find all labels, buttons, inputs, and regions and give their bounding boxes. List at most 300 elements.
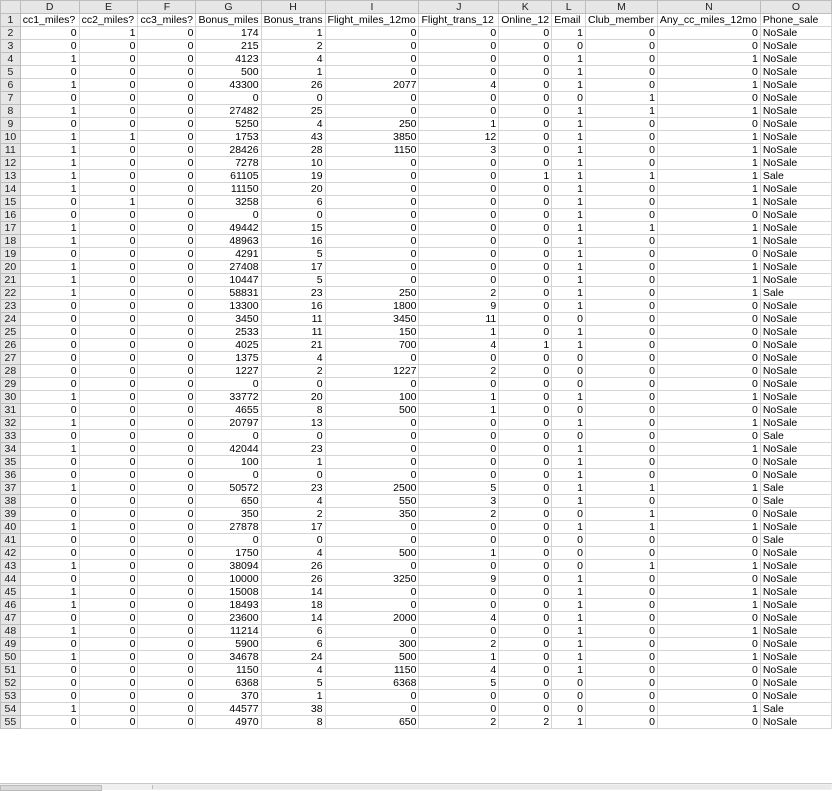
cell-n[interactable]: 1 xyxy=(657,105,760,118)
cell-f[interactable]: 0 xyxy=(138,300,196,313)
cell-j[interactable]: 0 xyxy=(419,196,499,209)
cell-d[interactable]: 1 xyxy=(20,261,79,274)
cell-g[interactable]: 49442 xyxy=(196,222,261,235)
cell-n[interactable]: 1 xyxy=(657,235,760,248)
cell-j[interactable]: 4 xyxy=(419,612,499,625)
cell-m[interactable]: 0 xyxy=(586,131,658,144)
cell-f[interactable]: 0 xyxy=(138,209,196,222)
cell-m[interactable]: 1 xyxy=(586,560,658,573)
cell-n[interactable]: 1 xyxy=(657,170,760,183)
cell-o[interactable]: Sale xyxy=(760,170,831,183)
cell-k[interactable]: 0 xyxy=(499,365,552,378)
cell-i[interactable]: 0 xyxy=(325,521,419,534)
cell-m[interactable]: 0 xyxy=(586,40,658,53)
cell-e[interactable]: 0 xyxy=(79,430,138,443)
cell-f[interactable]: 0 xyxy=(138,92,196,105)
cell-m[interactable]: 0 xyxy=(586,716,658,729)
cell-o[interactable]: Sale xyxy=(760,430,831,443)
cell-j[interactable]: 0 xyxy=(419,417,499,430)
cell-f[interactable]: 0 xyxy=(138,690,196,703)
cell-g[interactable]: 1227 xyxy=(196,365,261,378)
cell-i[interactable]: 100 xyxy=(325,391,419,404)
cell-k[interactable]: 0 xyxy=(499,560,552,573)
cell-n[interactable]: 1 xyxy=(657,53,760,66)
row-number[interactable]: 22 xyxy=(1,287,21,300)
cell-g[interactable]: 44577 xyxy=(196,703,261,716)
cell-d[interactable]: 0 xyxy=(20,378,79,391)
cell-k[interactable]: 0 xyxy=(499,638,552,651)
cell-o[interactable]: NoSale xyxy=(760,690,831,703)
cell-m[interactable]: 0 xyxy=(586,677,658,690)
cell-h[interactable]: 1 xyxy=(261,690,325,703)
cell-h[interactable]: 0 xyxy=(261,209,325,222)
cell-k[interactable]: 0 xyxy=(499,469,552,482)
cell-f[interactable]: 0 xyxy=(138,469,196,482)
cell-j[interactable]: 4 xyxy=(419,339,499,352)
row-number[interactable]: 41 xyxy=(1,534,21,547)
cell-h[interactable]: 2 xyxy=(261,508,325,521)
cell-n[interactable]: 1 xyxy=(657,521,760,534)
cell-e[interactable]: 0 xyxy=(79,313,138,326)
row-number[interactable]: 53 xyxy=(1,690,21,703)
cell-h[interactable]: 26 xyxy=(261,79,325,92)
cell-n[interactable]: 0 xyxy=(657,664,760,677)
cell-e[interactable]: 0 xyxy=(79,300,138,313)
cell-l[interactable]: 1 xyxy=(552,599,586,612)
cell-g[interactable]: 11150 xyxy=(196,183,261,196)
cell-n[interactable]: 1 xyxy=(657,703,760,716)
cell-g[interactable]: 500 xyxy=(196,66,261,79)
cell-i[interactable]: 0 xyxy=(325,222,419,235)
cell-o[interactable]: NoSale xyxy=(760,183,831,196)
cell-h[interactable]: 23 xyxy=(261,482,325,495)
cell-e[interactable]: 0 xyxy=(79,261,138,274)
cell-j[interactable]: 0 xyxy=(419,92,499,105)
cell-n[interactable]: 1 xyxy=(657,274,760,287)
cell-h[interactable]: 20 xyxy=(261,391,325,404)
cell-i[interactable]: 500 xyxy=(325,651,419,664)
cell-d[interactable]: 1 xyxy=(20,79,79,92)
cell-h[interactable]: 18 xyxy=(261,599,325,612)
cell-d[interactable]: 1 xyxy=(20,53,79,66)
cell-g[interactable]: 20797 xyxy=(196,417,261,430)
cell-i[interactable]: 0 xyxy=(325,105,419,118)
cell-g[interactable]: 174 xyxy=(196,27,261,40)
cell-o[interactable]: NoSale xyxy=(760,235,831,248)
cell-d[interactable]: 1 xyxy=(20,235,79,248)
cell-f[interactable]: 0 xyxy=(138,560,196,573)
header-cell[interactable]: cc2_miles? xyxy=(79,14,138,27)
cell-f[interactable]: 0 xyxy=(138,521,196,534)
cell-d[interactable]: 0 xyxy=(20,677,79,690)
cell-n[interactable]: 0 xyxy=(657,352,760,365)
cell-e[interactable]: 0 xyxy=(79,547,138,560)
cell-g[interactable]: 4123 xyxy=(196,53,261,66)
cell-l[interactable]: 1 xyxy=(552,79,586,92)
header-cell[interactable]: cc1_miles? xyxy=(20,14,79,27)
cell-n[interactable]: 1 xyxy=(657,287,760,300)
cell-h[interactable]: 0 xyxy=(261,378,325,391)
cell-e[interactable]: 0 xyxy=(79,703,138,716)
cell-h[interactable]: 11 xyxy=(261,313,325,326)
cell-e[interactable]: 0 xyxy=(79,170,138,183)
row-number[interactable]: 4 xyxy=(1,53,21,66)
cell-n[interactable]: 1 xyxy=(657,131,760,144)
cell-d[interactable]: 0 xyxy=(20,92,79,105)
cell-n[interactable]: 0 xyxy=(657,690,760,703)
cell-h[interactable]: 1 xyxy=(261,66,325,79)
cell-i[interactable]: 500 xyxy=(325,404,419,417)
cell-o[interactable]: NoSale xyxy=(760,547,831,560)
cell-d[interactable]: 0 xyxy=(20,664,79,677)
cell-e[interactable]: 0 xyxy=(79,677,138,690)
cell-l[interactable]: 0 xyxy=(552,547,586,560)
cell-k[interactable]: 0 xyxy=(499,300,552,313)
cell-m[interactable]: 0 xyxy=(586,313,658,326)
cell-j[interactable]: 0 xyxy=(419,53,499,66)
cell-h[interactable]: 25 xyxy=(261,105,325,118)
cell-m[interactable]: 0 xyxy=(586,625,658,638)
row-number[interactable]: 8 xyxy=(1,105,21,118)
cell-m[interactable]: 0 xyxy=(586,365,658,378)
cell-o[interactable]: NoSale xyxy=(760,586,831,599)
cell-d[interactable]: 0 xyxy=(20,547,79,560)
cell-k[interactable]: 0 xyxy=(499,313,552,326)
cell-h[interactable]: 23 xyxy=(261,443,325,456)
cell-e[interactable]: 0 xyxy=(79,443,138,456)
cell-h[interactable]: 0 xyxy=(261,534,325,547)
cell-e[interactable]: 0 xyxy=(79,469,138,482)
cell-e[interactable]: 0 xyxy=(79,352,138,365)
cell-k[interactable]: 0 xyxy=(499,183,552,196)
cell-k[interactable]: 0 xyxy=(499,261,552,274)
row-number[interactable]: 24 xyxy=(1,313,21,326)
header-cell[interactable]: Bonus_miles xyxy=(196,14,261,27)
cell-e[interactable]: 0 xyxy=(79,222,138,235)
cell-g[interactable]: 7278 xyxy=(196,157,261,170)
cell-m[interactable]: 0 xyxy=(586,235,658,248)
cell-f[interactable]: 0 xyxy=(138,287,196,300)
cell-l[interactable]: 1 xyxy=(552,339,586,352)
cell-g[interactable]: 1150 xyxy=(196,664,261,677)
cell-j[interactable]: 1 xyxy=(419,404,499,417)
cell-g[interactable]: 215 xyxy=(196,40,261,53)
cell-f[interactable]: 0 xyxy=(138,170,196,183)
row-number[interactable]: 3 xyxy=(1,40,21,53)
cell-j[interactable]: 0 xyxy=(419,469,499,482)
cell-d[interactable]: 1 xyxy=(20,131,79,144)
cell-e[interactable]: 0 xyxy=(79,378,138,391)
cell-j[interactable]: 4 xyxy=(419,664,499,677)
cell-n[interactable]: 1 xyxy=(657,79,760,92)
cell-j[interactable]: 4 xyxy=(419,79,499,92)
cell-e[interactable]: 0 xyxy=(79,690,138,703)
cell-m[interactable]: 0 xyxy=(586,690,658,703)
row-number[interactable]: 48 xyxy=(1,625,21,638)
cell-m[interactable]: 1 xyxy=(586,508,658,521)
cell-k[interactable]: 0 xyxy=(499,430,552,443)
cell-o[interactable]: Sale xyxy=(760,287,831,300)
cell-n[interactable]: 0 xyxy=(657,66,760,79)
cell-g[interactable]: 370 xyxy=(196,690,261,703)
cell-i[interactable]: 0 xyxy=(325,27,419,40)
column-header-n[interactable]: N xyxy=(657,1,760,14)
cell-e[interactable]: 0 xyxy=(79,92,138,105)
cell-i[interactable]: 0 xyxy=(325,378,419,391)
cell-g[interactable]: 0 xyxy=(196,92,261,105)
cell-j[interactable]: 0 xyxy=(419,183,499,196)
cell-n[interactable]: 0 xyxy=(657,573,760,586)
header-cell[interactable]: Email xyxy=(552,14,586,27)
cell-n[interactable]: 0 xyxy=(657,638,760,651)
cell-m[interactable]: 0 xyxy=(586,547,658,560)
cell-k[interactable]: 0 xyxy=(499,508,552,521)
cell-m[interactable]: 0 xyxy=(586,417,658,430)
cell-i[interactable]: 0 xyxy=(325,157,419,170)
row-number[interactable]: 1 xyxy=(1,14,21,27)
cell-h[interactable]: 38 xyxy=(261,703,325,716)
cell-j[interactable]: 0 xyxy=(419,105,499,118)
cell-h[interactable]: 0 xyxy=(261,469,325,482)
row-number[interactable]: 26 xyxy=(1,339,21,352)
cell-l[interactable]: 1 xyxy=(552,651,586,664)
cell-m[interactable]: 0 xyxy=(586,443,658,456)
cell-k[interactable]: 0 xyxy=(499,40,552,53)
cell-l[interactable]: 0 xyxy=(552,677,586,690)
cell-g[interactable]: 650 xyxy=(196,495,261,508)
cell-e[interactable]: 0 xyxy=(79,716,138,729)
column-header-k[interactable]: K xyxy=(499,1,552,14)
cell-h[interactable]: 16 xyxy=(261,300,325,313)
cell-i[interactable]: 350 xyxy=(325,508,419,521)
cell-g[interactable]: 18493 xyxy=(196,599,261,612)
cell-o[interactable]: NoSale xyxy=(760,391,831,404)
header-cell[interactable]: Flight_trans_12 xyxy=(419,14,499,27)
cell-l[interactable]: 0 xyxy=(552,313,586,326)
cell-l[interactable]: 0 xyxy=(552,378,586,391)
header-cell[interactable]: Any_cc_miles_12mo xyxy=(657,14,760,27)
cell-l[interactable]: 1 xyxy=(552,183,586,196)
cell-d[interactable]: 1 xyxy=(20,170,79,183)
cell-j[interactable]: 2 xyxy=(419,638,499,651)
cell-g[interactable]: 61105 xyxy=(196,170,261,183)
cell-j[interactable]: 11 xyxy=(419,313,499,326)
cell-m[interactable]: 1 xyxy=(586,482,658,495)
cell-j[interactable]: 0 xyxy=(419,352,499,365)
cell-n[interactable]: 1 xyxy=(657,144,760,157)
column-header-j[interactable]: J xyxy=(419,1,499,14)
cell-n[interactable]: 0 xyxy=(657,209,760,222)
cell-k[interactable]: 0 xyxy=(499,352,552,365)
cell-f[interactable]: 0 xyxy=(138,352,196,365)
cell-i[interactable]: 0 xyxy=(325,92,419,105)
cell-h[interactable]: 20 xyxy=(261,183,325,196)
row-number[interactable]: 12 xyxy=(1,157,21,170)
cell-m[interactable]: 0 xyxy=(586,534,658,547)
cell-n[interactable]: 0 xyxy=(657,508,760,521)
cell-i[interactable]: 1227 xyxy=(325,365,419,378)
cell-d[interactable]: 0 xyxy=(20,313,79,326)
cell-i[interactable]: 0 xyxy=(325,209,419,222)
cell-e[interactable]: 0 xyxy=(79,209,138,222)
cell-j[interactable]: 0 xyxy=(419,66,499,79)
cell-l[interactable]: 0 xyxy=(552,560,586,573)
cell-l[interactable]: 1 xyxy=(552,482,586,495)
cell-k[interactable]: 0 xyxy=(499,27,552,40)
cell-o[interactable]: NoSale xyxy=(760,612,831,625)
cell-j[interactable]: 0 xyxy=(419,248,499,261)
cell-i[interactable]: 0 xyxy=(325,183,419,196)
cell-k[interactable]: 0 xyxy=(499,456,552,469)
cell-i[interactable]: 0 xyxy=(325,235,419,248)
cell-f[interactable]: 0 xyxy=(138,248,196,261)
cell-d[interactable]: 1 xyxy=(20,703,79,716)
cell-h[interactable]: 8 xyxy=(261,716,325,729)
cell-g[interactable]: 3450 xyxy=(196,313,261,326)
cell-g[interactable]: 0 xyxy=(196,534,261,547)
cell-l[interactable]: 0 xyxy=(552,40,586,53)
cell-f[interactable]: 0 xyxy=(138,417,196,430)
cell-m[interactable]: 0 xyxy=(586,261,658,274)
cell-g[interactable]: 4291 xyxy=(196,248,261,261)
cell-j[interactable]: 2 xyxy=(419,365,499,378)
cell-o[interactable]: NoSale xyxy=(760,261,831,274)
cell-l[interactable]: 1 xyxy=(552,105,586,118)
row-number[interactable]: 37 xyxy=(1,482,21,495)
cell-m[interactable]: 0 xyxy=(586,157,658,170)
row-number[interactable]: 34 xyxy=(1,443,21,456)
cell-k[interactable]: 0 xyxy=(499,53,552,66)
cell-k[interactable]: 0 xyxy=(499,248,552,261)
cell-j[interactable]: 0 xyxy=(419,40,499,53)
row-number[interactable]: 2 xyxy=(1,27,21,40)
cell-d[interactable]: 0 xyxy=(20,495,79,508)
cell-l[interactable]: 1 xyxy=(552,573,586,586)
cell-e[interactable]: 0 xyxy=(79,326,138,339)
row-number[interactable]: 45 xyxy=(1,586,21,599)
cell-m[interactable]: 0 xyxy=(586,248,658,261)
row-number[interactable]: 46 xyxy=(1,599,21,612)
cell-i[interactable]: 550 xyxy=(325,495,419,508)
cell-i[interactable]: 0 xyxy=(325,534,419,547)
cell-o[interactable]: NoSale xyxy=(760,560,831,573)
cell-i[interactable]: 2500 xyxy=(325,482,419,495)
cell-l[interactable]: 0 xyxy=(552,365,586,378)
header-cell[interactable]: cc3_miles? xyxy=(138,14,196,27)
cell-m[interactable]: 0 xyxy=(586,430,658,443)
cell-n[interactable]: 1 xyxy=(657,222,760,235)
cell-d[interactable]: 0 xyxy=(20,404,79,417)
cell-f[interactable]: 0 xyxy=(138,66,196,79)
cell-h[interactable]: 4 xyxy=(261,664,325,677)
cell-m[interactable]: 0 xyxy=(586,209,658,222)
cell-d[interactable]: 1 xyxy=(20,105,79,118)
cell-n[interactable]: 1 xyxy=(657,482,760,495)
cell-e[interactable]: 0 xyxy=(79,521,138,534)
row-number[interactable]: 39 xyxy=(1,508,21,521)
cell-l[interactable]: 0 xyxy=(552,703,586,716)
cell-j[interactable]: 0 xyxy=(419,703,499,716)
column-header-h[interactable]: H xyxy=(261,1,325,14)
header-cell[interactable]: Online_12 xyxy=(499,14,552,27)
cell-m[interactable]: 0 xyxy=(586,183,658,196)
cell-k[interactable]: 0 xyxy=(499,690,552,703)
cell-k[interactable]: 0 xyxy=(499,677,552,690)
cell-k[interactable]: 0 xyxy=(499,482,552,495)
cell-g[interactable]: 4970 xyxy=(196,716,261,729)
row-number[interactable]: 10 xyxy=(1,131,21,144)
cell-j[interactable]: 0 xyxy=(419,560,499,573)
row-number[interactable]: 49 xyxy=(1,638,21,651)
cell-m[interactable]: 0 xyxy=(586,196,658,209)
cell-l[interactable]: 1 xyxy=(552,118,586,131)
cell-g[interactable]: 23600 xyxy=(196,612,261,625)
header-cell[interactable]: Bonus_trans xyxy=(261,14,325,27)
cell-e[interactable]: 0 xyxy=(79,651,138,664)
cell-i[interactable]: 700 xyxy=(325,339,419,352)
row-number[interactable]: 23 xyxy=(1,300,21,313)
cell-e[interactable]: 0 xyxy=(79,495,138,508)
cell-e[interactable]: 0 xyxy=(79,573,138,586)
cell-g[interactable]: 27878 xyxy=(196,521,261,534)
cell-n[interactable]: 0 xyxy=(657,300,760,313)
cell-h[interactable]: 24 xyxy=(261,651,325,664)
cell-i[interactable]: 250 xyxy=(325,118,419,131)
cell-o[interactable]: NoSale xyxy=(760,105,831,118)
cell-n[interactable]: 0 xyxy=(657,677,760,690)
cell-j[interactable]: 0 xyxy=(419,27,499,40)
row-number[interactable]: 29 xyxy=(1,378,21,391)
cell-m[interactable]: 0 xyxy=(586,456,658,469)
cell-m[interactable]: 0 xyxy=(586,612,658,625)
cell-n[interactable]: 0 xyxy=(657,495,760,508)
row-number[interactable]: 55 xyxy=(1,716,21,729)
cell-i[interactable]: 0 xyxy=(325,196,419,209)
cell-h[interactable]: 0 xyxy=(261,430,325,443)
cell-m[interactable]: 0 xyxy=(586,664,658,677)
row-number[interactable]: 19 xyxy=(1,248,21,261)
cell-f[interactable]: 0 xyxy=(138,625,196,638)
cell-e[interactable]: 0 xyxy=(79,248,138,261)
cell-o[interactable]: NoSale xyxy=(760,469,831,482)
cell-f[interactable]: 0 xyxy=(138,196,196,209)
cell-j[interactable]: 0 xyxy=(419,586,499,599)
cell-k[interactable]: 0 xyxy=(499,196,552,209)
cell-d[interactable]: 0 xyxy=(20,339,79,352)
cell-f[interactable]: 0 xyxy=(138,313,196,326)
cell-j[interactable]: 0 xyxy=(419,430,499,443)
row-number[interactable]: 20 xyxy=(1,261,21,274)
cell-k[interactable]: 0 xyxy=(499,144,552,157)
row-number[interactable]: 27 xyxy=(1,352,21,365)
cell-d[interactable]: 1 xyxy=(20,417,79,430)
cell-o[interactable]: NoSale xyxy=(760,378,831,391)
cell-h[interactable]: 1 xyxy=(261,456,325,469)
cell-j[interactable]: 1 xyxy=(419,651,499,664)
cell-o[interactable]: NoSale xyxy=(760,313,831,326)
cell-m[interactable]: 0 xyxy=(586,352,658,365)
cell-h[interactable]: 15 xyxy=(261,222,325,235)
row-number[interactable]: 6 xyxy=(1,79,21,92)
cell-i[interactable]: 0 xyxy=(325,599,419,612)
cell-g[interactable]: 34678 xyxy=(196,651,261,664)
cell-o[interactable]: NoSale xyxy=(760,209,831,222)
cell-m[interactable]: 0 xyxy=(586,118,658,131)
row-number[interactable]: 11 xyxy=(1,144,21,157)
row-number[interactable]: 52 xyxy=(1,677,21,690)
cell-l[interactable]: 0 xyxy=(552,508,586,521)
cell-h[interactable]: 26 xyxy=(261,573,325,586)
